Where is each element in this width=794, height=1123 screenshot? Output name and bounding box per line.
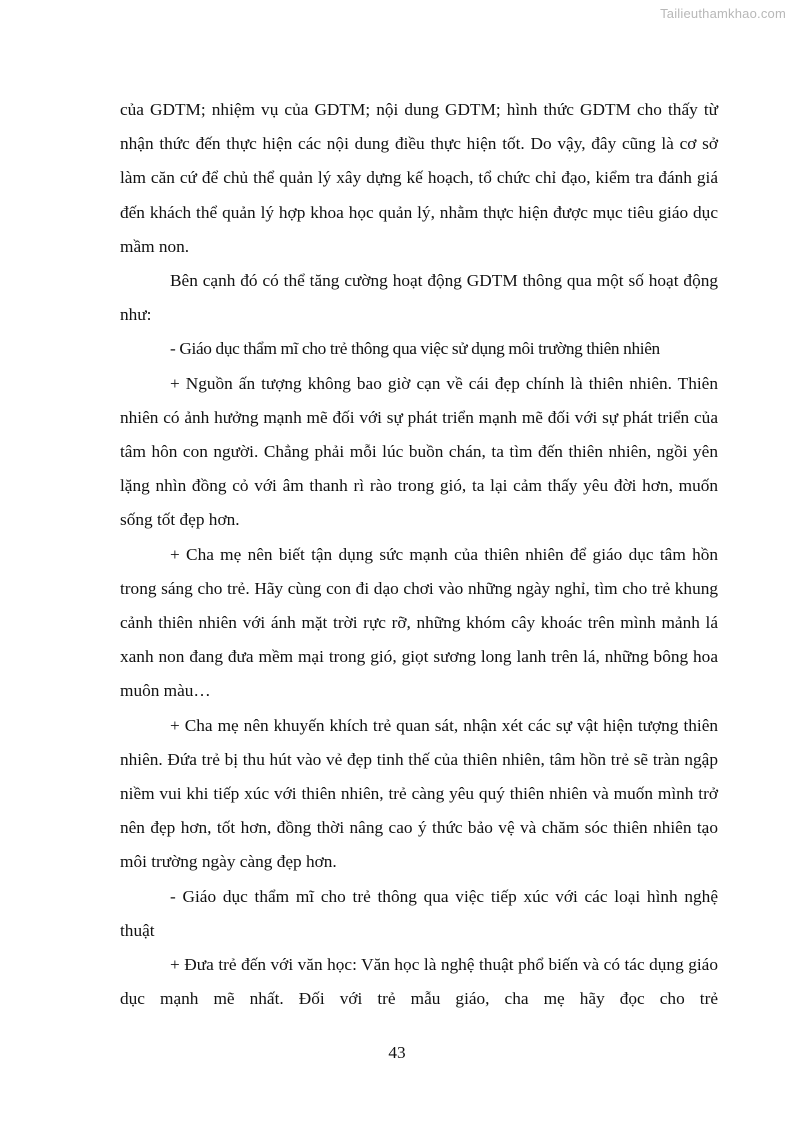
paragraph-parents-nature: + Cha mẹ nên biết tận dụng sức mạnh của thiên nhiên để giáo dục tâm hồn trong sáng cho trẻ. Hãy cùng con đi dạo chơi vào những ngày nghỉ, tìm cho trẻ khung cảnh thiên nhiên với ánh mặt trời rực rỡ, những khóm cây khoác trên mình mảnh lá xanh non đang đưa mềm mại trong gió, giọt sương long lanh trên lá, những bông hoa muôn màu… (120, 544, 718, 701)
paragraph-art-heading: - Giáo dục thẩm mĩ cho trẻ thông qua việc tiếp xúc với các loại hình nghệ thuật (120, 886, 718, 940)
paragraph-literature: + Đưa trẻ đến với văn học: Văn học là nghệ thuật phổ biến và có tác dụng giáo dục mạnh mẽ nhất. Đối với trẻ mẫu giáo, cha mẹ hãy đọc cho trẻ (120, 955, 718, 1009)
page-body (120, 93, 718, 1016)
paragraph-intro-activities: Bên cạnh đó có thể tăng cường hoạt động GDTM thông qua một số hoạt động như: (120, 271, 718, 325)
page-number: 43 (388, 1043, 406, 1062)
paragraph-gdtm-summary: của GDTM; nhiệm vụ của GDTM; nội dung GDTM; hình thức GDTM cho thấy từ nhận thức đến thực hiện các nội dung điều thực hiện tốt. Do vậy, đây cũng là cơ sở làm căn cứ để chủ thể quản lý xây dựng kế hoạch, tổ chức chỉ đạo, kiểm tra đánh giá đến khách thể quản lý hợp khoa học quản lý, nhằm thực hiện được mục tiêu giáo dục mầm non. (120, 100, 718, 256)
paragraph-nature-heading: - Giáo dục thẩm mĩ cho trẻ thông qua việc sử dụng môi trường thiên nhiên (170, 339, 660, 359)
paragraph-nature-impression: + Nguồn ấn tượng không bao giờ cạn về cái đẹp chính là thiên nhiên. Thiên nhiên có ảnh hưởng mạnh mẽ đối với sự phát triển mạnh mẽ đối với sự phát triển của tâm hôn con người. Chẳng phải mỗi lúc buồn chán, ta tìm đến thiên nhiên, ngồi yên lặng nhìn đồng cỏ với âm thanh rì rào trong gió, ta lại cảm thấy yêu đời hơn, muốn sống tốt đẹp hơn. (120, 373, 718, 530)
paragraph-parents-observe: + Cha mẹ nên khuyến khích trẻ quan sát, nhận xét các sự vật hiện tượng thiên nhiên. Đứa trẻ bị thu hút vào vẻ đẹp tinh thế của thiên nhiên, tâm hồn trẻ sẽ tràn ngập niềm vui khi tiếp xúc với thiên nhiên, trẻ càng yêu quý thiên nhiên và muốn mình trở nên đẹp hơn, tốt hơn, đồng thời nâng cao ý thức bảo vệ và chăm sóc thiên nhiên tạo môi trường ngày càng đẹp hơn. (120, 715, 718, 872)
watermark: Tailieuthamkhao.com (660, 6, 786, 21)
